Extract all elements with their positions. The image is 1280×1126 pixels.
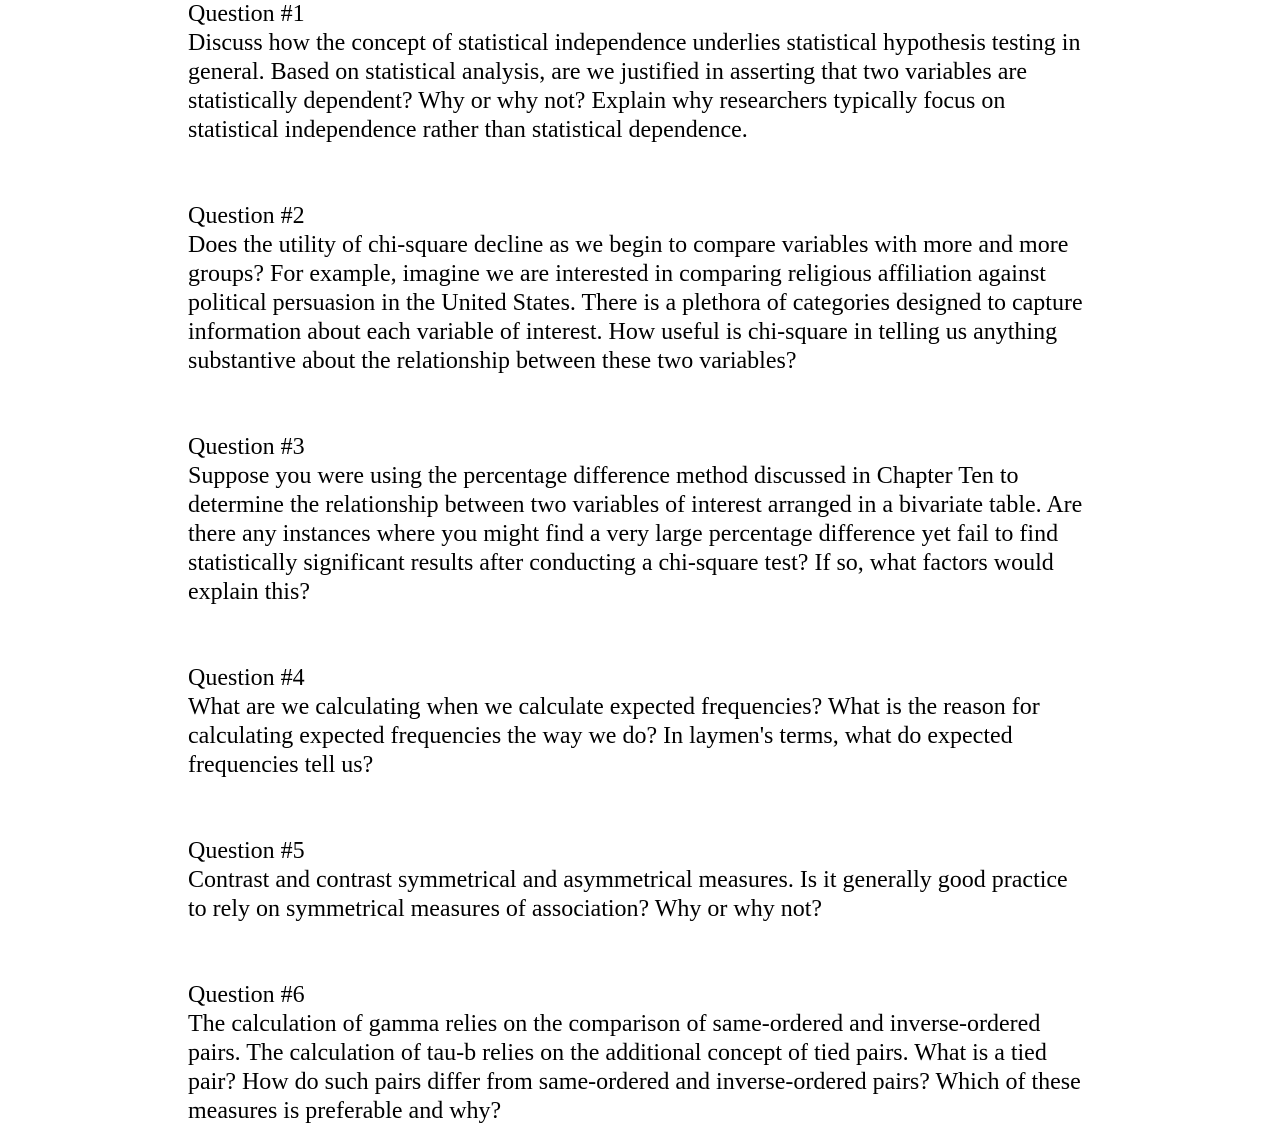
- paragraph-gap: [188, 376, 1088, 433]
- paragraph-gap: [188, 145, 1088, 202]
- question-text: Does the utility of chi-square decline as we begin to compare variables with more and more groups? For example, imagine we are interested in comparing religious affiliation against political persuasion in the United States. There is a plethora of categories designed to capture information about each variable of interest. How useful is chi-square in telling us anything substantive about the relationship between these two variables?: [188, 232, 1083, 374]
- question-title: Question #1: [188, 1, 305, 27]
- question-4: [188, 664, 1088, 780]
- question-3: [188, 433, 1088, 607]
- question-title: Question #6: [188, 982, 305, 1008]
- question-title: Question #4: [188, 665, 305, 691]
- question-text: Suppose you were using the percentage difference method discussed in Chapter Ten to determine the relationship between two variables of interest arranged in a bivariate table. Are there any instances where you might find a very large percentage difference yet fail to find statistically significant results after conducting a chi-square test? If so, what factors would explain this?: [188, 463, 1083, 605]
- paragraph-gap: [188, 924, 1088, 981]
- question-text: Contrast and contrast symmetrical and asymmetrical measures. Is it generally good practice to rely on symmetrical measures of association? Why or why not?: [188, 867, 1068, 922]
- question-6: [188, 981, 1088, 1126]
- document-page: [188, 0, 1088, 1126]
- question-5: [188, 837, 1088, 924]
- question-title: Question #3: [188, 434, 305, 460]
- question-title: Question #2: [188, 203, 305, 229]
- question-text: Discuss how the concept of statistical independence underlies statistical hypothesis testing in general. Based on statistical analysis, are we justified in asserting that two variables are statistically dependent? Why or why not? Explain why researchers typically focus on statistical independence rather than statistical dependence.: [188, 30, 1081, 143]
- question-title: Question #5: [188, 838, 305, 864]
- question-text: The calculation of gamma relies on the comparison of same-ordered and inverse-ordered pairs. The calculation of tau-b relies on the additional concept of tied pairs. What is a tied pair? How do such pairs differ from same-ordered and inverse-ordered pairs? Which of these measures is preferable and why?: [188, 1011, 1081, 1124]
- question-text: What are we calculating when we calculate expected frequencies? What is the reason for calculating expected frequencies the way we do? In laymen's terms, what do expected frequencies tell us?: [188, 694, 1040, 778]
- question-2: [188, 202, 1088, 376]
- question-1: [188, 0, 1088, 145]
- paragraph-gap: [188, 607, 1088, 664]
- paragraph-gap: [188, 780, 1088, 837]
